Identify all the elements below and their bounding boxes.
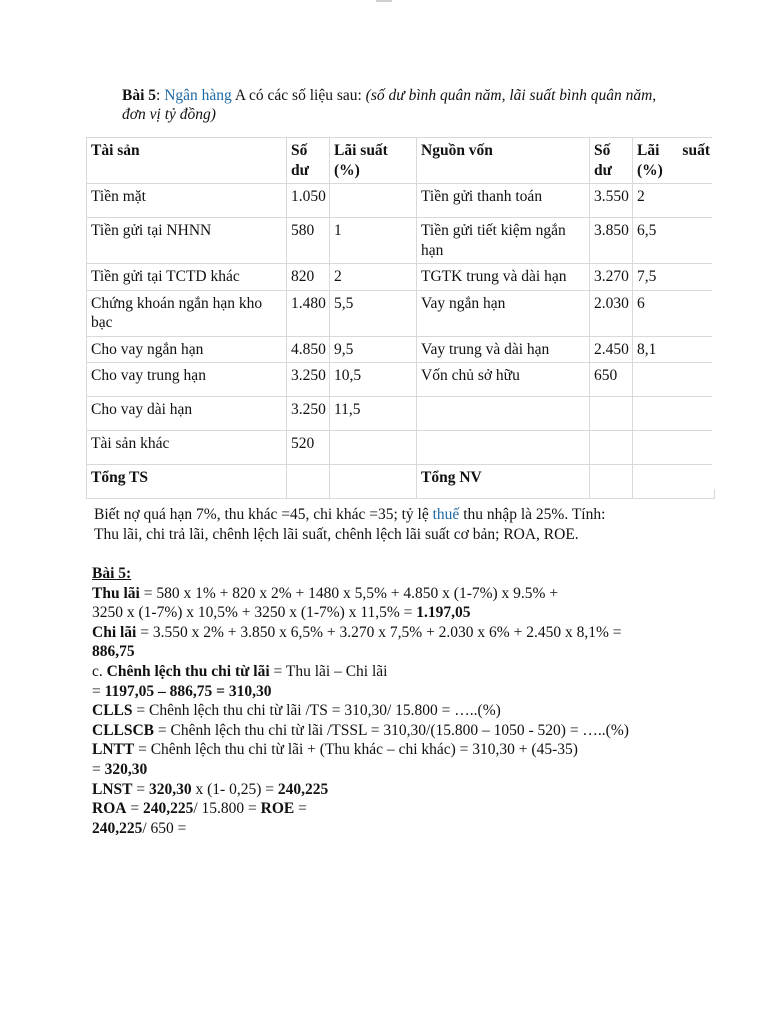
header-rate-assets: Lãi suất (%): [330, 138, 417, 184]
table-row: Chứng khoán ngắn hạn kho bạc 1.480 5,5 Vay ngắn hạn 2.030 6: [87, 290, 715, 336]
thu-lai-line: Thu lãi = 580 x 1% + 820 x 2% + 1480 x 5,5% + 4.850 x (1-7%) x 9.5% +: [92, 584, 559, 602]
table-row: Tiền gửi tại TCTD khác 820 2 TGTK trung và dài hạn 3.270 7,5: [87, 264, 715, 291]
table-row: Tiền mặt 1.050 Tiền gửi thanh toán 3.550 2: [87, 184, 715, 218]
total-assets-label: Tổng TS: [87, 465, 287, 499]
table-row: Tiền gửi tại NHNN 580 1 Tiền gửi tiết kiệm ngắn hạn 3.850 6,5: [87, 218, 715, 264]
table-row: Cho vay trung hạn 3.250 10,5 Vốn chủ sở hữu 650: [87, 363, 715, 397]
intro-paragraph: Bài 5: Ngân hàng A có các số liệu sau: (số dư bình quân năm, lãi suất bình quân năm, đơn vị tỷ đồng): [122, 87, 657, 123]
header-balance-assets: Số dư: [287, 138, 330, 184]
header-balance-sources: Số dư: [590, 138, 633, 184]
header-asset: Tài sản: [87, 138, 287, 184]
tax-link[interactable]: thuế: [432, 506, 460, 523]
clls-line: CLLS = Chênh lệch thu chi từ lãi /TS = 310,30/ 15.800 = …..(%): [92, 702, 501, 720]
roe-line: 240,225/ 650 =: [92, 819, 187, 837]
total-sources-label: Tổng NV: [417, 465, 590, 499]
balance-sheet-table: [86, 137, 715, 499]
intro-note: (số dư bình quân năm, lãi suất bình quân năm, đơn vị tỷ đồng): [122, 87, 657, 123]
roa-line: ROA = 240,225/ 15.800 = ROE =: [92, 800, 307, 818]
solution-block: Bài 5: Thu lãi = 580 x 1% + 820 x 2% + 1480 x 5,5% + 4.850 x (1-7%) x 9.5% + 3250 x (1-7%) x 10,5% + 3250 x (1-7%) x 11,5% = 1.197,05 Chi lãi = 3.550 x 2% + 3.850 x 6,5% + 3.270 x 7,5% + 2.030 x 6% + 2.450 x 8,1% = 886,75 c. Chênh lệch thu chi từ lãi = Thu lãi – Chi lãi = 1197,05 – 886,75 = 310,30 CLLS = Chênh lệch thu chi từ lãi /TS = 310,30/ 15.800 = …..(%) CLLSCB = Chênh lệch thu chi từ lãi /TSSL = 310,30/(15.800 – 1050 - 520) = …..(%) LNTT = Chênh lệch thu chi từ lãi + (Thu khác – chi khác) = 310,30 + (45-35) = 320,30 LNST = 320,30 x (1- 0,25) = 240,225 ROA = 240,225/ 15.800 = ROE = 240,225/ 650 =: [92, 564, 692, 838]
table-total-row: [87, 465, 715, 499]
header-rate-sources: Lãi suất (%): [633, 138, 715, 184]
page-top-mark: [376, 0, 392, 2]
lnst-line: LNST = 320,30 x (1- 0,25) = 240,225: [92, 780, 329, 798]
intro-text: A có các số liệu sau:: [231, 87, 366, 104]
chenh-lech-line: c. Chênh lệch thu chi từ lãi = Thu lãi – Chi lãi: [92, 662, 388, 680]
table-row: Tài sản khác 520: [87, 431, 715, 465]
solution-heading: Bài 5:: [92, 565, 132, 582]
table-header-row: [87, 138, 715, 184]
table-right-clip: [712, 137, 768, 489]
header-source: Nguồn vốn: [417, 138, 590, 184]
bank-link[interactable]: Ngân hàng: [164, 87, 232, 104]
table-row: Cho vay ngắn hạn 4.850 9,5 Vay trung và dài hạn 2.450 8,1: [87, 336, 715, 363]
table-row: Cho vay dài hạn 3.250 11,5: [87, 397, 715, 431]
problem-statement: Biết nợ quá hạn 7%, thu khác =45, chi khác =35; tỷ lệ thuế thu nhập là 25%. Tính: Thu lãi, chi trả lãi, chênh lệch lãi suất, chênh lệch lãi suất cơ bản; ROA, ROE.: [94, 506, 606, 543]
chi-lai-line: Chi lãi = 3.550 x 2% + 3.850 x 6,5% + 3.270 x 7,5% + 2.030 x 6% + 2.450 x 8,1% =: [92, 623, 622, 641]
lntt-line: LNTT = Chênh lệch thu chi từ lãi + (Thu khác – chi khác) = 310,30 + (45-35): [92, 741, 578, 759]
exercise-label: Bài 5: [122, 87, 157, 104]
cllscb-line: CLLSCB = Chênh lệch thu chi từ lãi /TSSL = 310,30/(15.800 – 1050 - 520) = …..(%): [92, 721, 629, 739]
